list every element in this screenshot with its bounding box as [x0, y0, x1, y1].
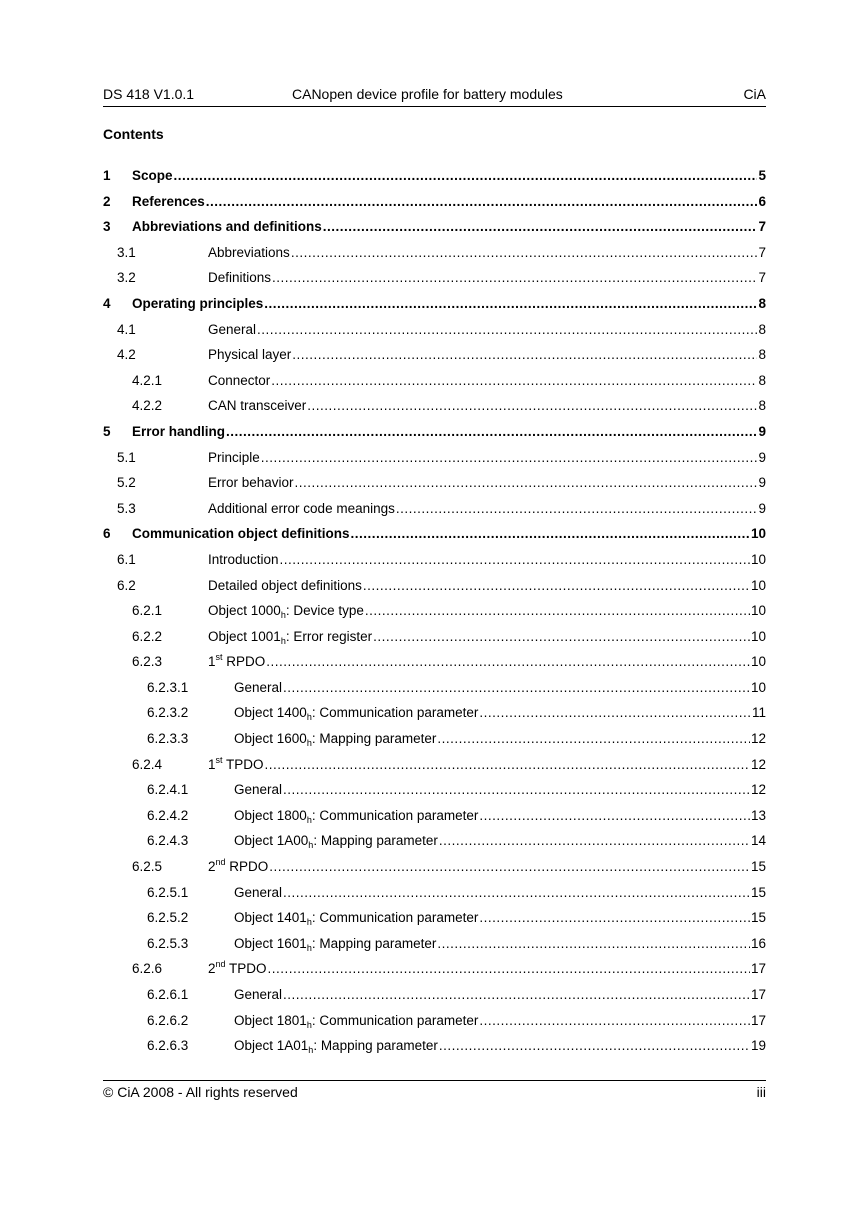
toc-entry-page: 15 — [750, 910, 766, 926]
toc-entry-title — [208, 624, 372, 650]
toc-entry-title-text: 2 — [208, 859, 216, 875]
toc-entry-title-text: RPDO — [225, 859, 269, 875]
toc-entry-link[interactable] — [234, 777, 766, 803]
toc-entry-page: 15 — [750, 859, 766, 875]
dot-leader — [323, 214, 758, 240]
dot-leader — [283, 880, 750, 906]
toc-entry-number: 6.2.2 — [132, 628, 163, 644]
dot-leader — [174, 163, 758, 189]
toc-entry-number: 6.2.5 — [132, 859, 163, 875]
toc-entry-title: Communication object definitions — [132, 526, 350, 542]
toc-entry-page: 6 — [758, 193, 766, 209]
dot-leader — [437, 931, 750, 957]
toc-entry-number: 4.1 — [117, 321, 136, 337]
toc-entry-title-text: 1 — [208, 654, 216, 670]
toc-entry-title — [234, 726, 436, 752]
toc-entry-title: Introduction — [208, 551, 279, 567]
toc-entry[interactable] — [103, 291, 766, 317]
dot-leader — [283, 675, 750, 701]
toc-entry-number: 6.2.6 — [132, 961, 163, 977]
toc-entry-page: 17 — [750, 987, 766, 1002]
dot-leader — [479, 700, 751, 726]
toc-entry-title-text: : Mapping parameter — [313, 833, 438, 849]
copyright-notice: © CiA 2008 - All rights reserved — [103, 1084, 298, 1100]
dot-leader — [439, 828, 750, 854]
toc-entry-title: Error behavior — [208, 475, 294, 491]
dot-leader — [271, 368, 757, 394]
toc-entry-title-text: : Mapping parameter — [311, 731, 437, 747]
page-number: iii — [756, 1084, 766, 1100]
toc-entry-number: 6.2.4 — [132, 756, 163, 772]
hex-subscript: h — [280, 610, 286, 621]
toc-entry-title — [234, 828, 438, 854]
toc-entry-page: 9 — [758, 449, 766, 465]
toc-entry[interactable] — [103, 265, 766, 291]
toc-entry-title: Detailed object definitions — [208, 577, 362, 593]
toc-entry-link[interactable] — [208, 368, 766, 394]
toc-entry-link[interactable] — [208, 342, 766, 368]
toc-entry-title: Principle — [208, 449, 260, 465]
dot-leader — [226, 419, 757, 445]
toc-entry-number: 6.2.5.3 — [147, 935, 189, 951]
toc-entry[interactable] — [103, 624, 766, 650]
toc-entry-number: 6.2.3.2 — [147, 705, 189, 721]
toc-entry-page: 10 — [750, 526, 766, 542]
toc-entry-link[interactable] — [208, 393, 766, 419]
dot-leader — [479, 1008, 750, 1034]
toc-entry-page: 19 — [750, 1038, 766, 1054]
toc-entry-title-text: TPDO — [222, 756, 264, 772]
toc-entry-number: 3 — [103, 219, 111, 235]
toc-entry[interactable] — [103, 317, 766, 343]
dot-leader — [437, 726, 750, 752]
toc-entry-link[interactable] — [234, 880, 766, 906]
toc-entry[interactable] — [103, 1033, 766, 1059]
dot-leader — [264, 291, 757, 317]
toc-entry-page: 17 — [750, 961, 766, 977]
toc-entry-page: 10 — [750, 603, 766, 619]
hex-subscript: h — [308, 1045, 314, 1056]
dot-leader — [373, 624, 750, 650]
toc-entry[interactable] — [103, 956, 766, 982]
toc-entry-link[interactable] — [132, 189, 766, 215]
toc-entry-number: 5.2 — [117, 475, 136, 491]
toc-entry-title-text: : Device type — [285, 603, 364, 619]
toc-entry-title-text: : Communication parameter — [311, 1012, 479, 1028]
dot-leader — [206, 189, 758, 215]
document-id: DS 418 V1.0.1 — [103, 86, 195, 102]
toc-entry-number: 6.2.3 — [132, 654, 163, 670]
toc-entry-title-text: Object 1A00 — [234, 833, 309, 849]
toc-entry-page: 14 — [750, 833, 766, 849]
dot-leader — [291, 240, 758, 266]
dot-leader — [365, 598, 750, 624]
toc-entry-title-text: TPDO — [225, 961, 267, 977]
toc-entry-link[interactable] — [234, 675, 766, 701]
toc-entry-link[interactable] — [132, 291, 766, 317]
toc-entry[interactable] — [103, 777, 766, 803]
contents-heading: Contents — [103, 126, 164, 142]
toc-entry-number: 6.2.6.1 — [147, 987, 189, 1002]
toc-entry-link[interactable] — [208, 265, 766, 291]
toc-entry-number: 6.2.3.3 — [147, 731, 189, 747]
dot-leader — [295, 470, 758, 496]
toc-entry-number: 6.2.5.2 — [147, 910, 189, 926]
toc-entry[interactable] — [103, 726, 766, 752]
toc-entry-title: Operating principles — [132, 295, 264, 311]
toc-entry[interactable] — [103, 828, 766, 854]
toc-entry-title — [208, 956, 267, 982]
toc-entry-title: General — [234, 679, 283, 695]
toc-entry-link[interactable] — [132, 163, 766, 189]
toc-entry-number: 2 — [103, 193, 111, 209]
hex-subscript: h — [306, 917, 312, 928]
toc-entry-title-text: : Error register — [285, 628, 373, 644]
toc-entry-title: Error handling — [132, 423, 226, 439]
toc-entry-title: Connector — [208, 372, 271, 388]
toc-entry-link[interactable] — [208, 470, 766, 496]
dot-leader — [266, 649, 750, 675]
toc-entry-title — [208, 598, 364, 624]
toc-entry-link[interactable] — [208, 649, 766, 675]
toc-entry[interactable] — [103, 521, 766, 547]
toc-entry-link[interactable] — [132, 521, 766, 547]
hex-subscript: h — [306, 1019, 312, 1030]
table-of-contents — [103, 163, 766, 1059]
ordinal-superscript: nd — [215, 857, 226, 868]
toc-entry-page: 10 — [750, 577, 766, 593]
toc-entry-title-text: : Communication parameter — [311, 705, 479, 721]
toc-entry-title: Additional error code meanings — [208, 500, 395, 516]
toc-entry-number: 6.2.4.1 — [147, 782, 189, 798]
toc-entry[interactable] — [103, 214, 766, 240]
toc-entry[interactable] — [103, 880, 766, 906]
toc-entry-title — [234, 1033, 438, 1059]
toc-entry-link[interactable] — [234, 905, 766, 931]
toc-entry-number: 6.2.5.1 — [147, 884, 189, 900]
toc-entry-page: 8 — [758, 372, 766, 388]
toc-entry-title: Abbreviations and definitions — [132, 219, 322, 235]
toc-entry-title: General — [208, 321, 257, 337]
toc-entry-page: 7 — [758, 270, 766, 286]
toc-entry-title-text: Object 1801 — [234, 1012, 307, 1028]
toc-entry[interactable] — [103, 470, 766, 496]
toc-entry-title: References — [132, 193, 205, 209]
toc-entry[interactable] — [103, 163, 766, 189]
toc-entry-title — [234, 905, 478, 931]
toc-entry-page: 17 — [750, 1012, 766, 1028]
toc-entry-page: 10 — [750, 628, 766, 644]
toc-entry-title-text: Object 1A01 — [234, 1038, 309, 1054]
toc-entry-link[interactable] — [208, 598, 766, 624]
toc-entry-link[interactable] — [208, 573, 766, 599]
page-footer — [103, 1080, 766, 1101]
toc-entry-number: 6.2.6.3 — [147, 1038, 189, 1054]
toc-entry-title-text: : Communication parameter — [311, 910, 479, 926]
toc-entry[interactable] — [103, 752, 766, 778]
toc-entry-number: 6.1 — [117, 551, 136, 567]
toc-entry[interactable] — [103, 547, 766, 573]
toc-entry-title-text: : Mapping parameter — [313, 1038, 438, 1054]
toc-entry-title — [208, 649, 265, 675]
hex-subscript: h — [306, 942, 312, 953]
toc-entry-title-text: Object 1800 — [234, 807, 307, 823]
toc-entry-link[interactable] — [132, 214, 766, 240]
toc-entry-link[interactable] — [208, 624, 766, 650]
toc-entry-title-text: RPDO — [222, 654, 266, 670]
organization: CiA — [743, 86, 766, 102]
toc-entry-number: 5 — [103, 423, 111, 439]
toc-entry-number: 4.2 — [117, 347, 136, 363]
toc-entry-number: 6 — [103, 526, 111, 542]
toc-entry-title-text: Object 1001 — [208, 628, 281, 644]
toc-entry-title: Abbreviations — [208, 244, 290, 260]
toc-entry-title — [208, 854, 268, 880]
toc-entry-link[interactable] — [234, 931, 766, 957]
dot-leader — [396, 496, 758, 522]
toc-entry[interactable] — [103, 419, 766, 445]
dot-leader — [257, 317, 757, 343]
toc-entry-title: CAN transceiver — [208, 398, 307, 414]
toc-entry-link[interactable] — [234, 982, 766, 1008]
toc-entry-number: 4.2.2 — [132, 398, 163, 414]
toc-entry-number: 4 — [103, 295, 111, 311]
dot-leader — [479, 803, 750, 829]
toc-entry-page: 10 — [750, 679, 766, 695]
toc-entry[interactable] — [103, 905, 766, 931]
toc-entry-link[interactable] — [208, 547, 766, 573]
toc-entry-link[interactable] — [132, 419, 766, 445]
toc-entry-page: 8 — [758, 295, 766, 311]
toc-entry-link[interactable] — [234, 700, 766, 726]
document-title: CANopen device profile for battery modules — [292, 86, 563, 102]
toc-entry[interactable] — [103, 496, 766, 522]
toc-entry-page: 12 — [750, 731, 766, 747]
hex-subscript: h — [280, 635, 286, 646]
toc-entry[interactable] — [103, 649, 766, 675]
dot-leader — [268, 956, 750, 982]
toc-entry-number: 4.2.1 — [132, 372, 163, 388]
toc-entry-page: 7 — [758, 219, 766, 235]
toc-entry-link[interactable] — [208, 956, 766, 982]
dot-leader — [292, 342, 757, 368]
dot-leader — [283, 982, 750, 1008]
ordinal-superscript: st — [215, 652, 223, 663]
toc-entry-page: 7 — [758, 244, 766, 260]
dot-leader — [363, 573, 750, 599]
dot-leader — [307, 393, 757, 419]
toc-entry-number: 6.2 — [117, 577, 136, 593]
toc-entry[interactable] — [103, 368, 766, 394]
toc-entry-page: 8 — [758, 347, 766, 363]
toc-entry-number: 5.3 — [117, 500, 136, 516]
toc-entry-link[interactable] — [208, 496, 766, 522]
toc-entry[interactable] — [103, 393, 766, 419]
toc-entry-page: 15 — [750, 884, 766, 900]
dot-leader — [439, 1033, 750, 1059]
toc-entry-title: Definitions — [208, 270, 272, 286]
toc-entry-link[interactable] — [208, 752, 766, 778]
dot-leader — [265, 752, 750, 778]
toc-entry-link[interactable] — [208, 317, 766, 343]
ordinal-superscript: st — [215, 754, 223, 765]
toc-entry[interactable] — [103, 803, 766, 829]
toc-entry-title — [234, 803, 478, 829]
hex-subscript: h — [306, 738, 312, 749]
toc-entry[interactable] — [103, 675, 766, 701]
toc-entry-page: 8 — [758, 398, 766, 414]
dot-leader — [261, 445, 758, 471]
page-header — [103, 86, 766, 107]
hex-subscript: h — [306, 712, 312, 723]
ordinal-superscript: nd — [215, 959, 226, 970]
toc-entry-title-text: : Mapping parameter — [311, 935, 437, 951]
toc-entry[interactable] — [103, 854, 766, 880]
toc-entry[interactable] — [103, 931, 766, 957]
toc-entry-number: 6.2.1 — [132, 603, 163, 619]
toc-entry-title: Physical layer — [208, 347, 292, 363]
toc-entry-number: 6.2.3.1 — [147, 679, 189, 695]
toc-entry[interactable] — [103, 573, 766, 599]
toc-entry-title — [234, 1008, 478, 1034]
toc-entry-link[interactable] — [234, 803, 766, 829]
toc-entry-page: 5 — [758, 168, 766, 183]
toc-entry-link[interactable] — [234, 1008, 766, 1034]
toc-entry[interactable] — [103, 700, 766, 726]
toc-entry-page: 12 — [750, 756, 766, 772]
dot-leader — [269, 854, 750, 880]
toc-entry-title — [234, 931, 436, 957]
toc-entry[interactable] — [103, 982, 766, 1008]
toc-entry-number: 6.2.6.2 — [147, 1012, 189, 1028]
toc-entry-number: 5.1 — [117, 449, 136, 465]
toc-entry-title-text: 2 — [208, 961, 216, 977]
toc-entry-title: General — [234, 782, 283, 798]
toc-entry-page: 9 — [758, 423, 766, 439]
toc-entry-title-text: 1 — [208, 756, 216, 772]
toc-entry-number: 3.1 — [117, 244, 136, 260]
toc-entry-title — [234, 700, 478, 726]
toc-entry-page: 13 — [750, 807, 766, 823]
toc-entry-title-text: Object 1400 — [234, 705, 307, 721]
dot-leader — [280, 547, 750, 573]
toc-entry-link[interactable] — [234, 828, 766, 854]
toc-entry-title-text: Object 1401 — [234, 910, 307, 926]
toc-entry-title-text: Object 1601 — [234, 935, 307, 951]
toc-entry-page: 11 — [751, 705, 766, 721]
toc-entry[interactable] — [103, 445, 766, 471]
toc-entry-number: 6.2.4.3 — [147, 833, 189, 849]
toc-entry-link[interactable] — [234, 1033, 766, 1059]
dot-leader — [479, 905, 750, 931]
toc-entry-link[interactable] — [234, 726, 766, 752]
dot-leader — [272, 265, 757, 291]
toc-entry-page: 8 — [758, 321, 766, 337]
toc-entry-title-text: Object 1600 — [234, 731, 307, 747]
hex-subscript: h — [308, 840, 314, 851]
toc-entry[interactable] — [103, 240, 766, 266]
toc-entry-link[interactable] — [208, 240, 766, 266]
toc-entry-number: 3.2 — [117, 270, 136, 286]
toc-entry-page: 10 — [750, 654, 766, 670]
toc-entry-title-text: Object 1000 — [208, 603, 281, 619]
toc-entry-title: General — [234, 987, 283, 1002]
hex-subscript: h — [306, 814, 312, 825]
toc-entry[interactable] — [103, 1008, 766, 1034]
toc-entry-number: 1 — [103, 168, 111, 183]
toc-entry-link[interactable] — [208, 445, 766, 471]
toc-entry-number: 6.2.4.2 — [147, 807, 189, 823]
toc-entry-page: 10 — [750, 551, 766, 567]
toc-entry[interactable] — [103, 598, 766, 624]
toc-entry-title — [208, 752, 264, 778]
toc-entry-page: 9 — [758, 475, 766, 491]
toc-entry-title: Scope — [132, 168, 173, 183]
toc-entry-title-text: : Communication parameter — [311, 807, 479, 823]
toc-entry-page: 16 — [750, 935, 766, 951]
toc-entry-link[interactable] — [208, 854, 766, 880]
toc-entry[interactable] — [103, 189, 766, 215]
toc-entry-title: General — [234, 884, 283, 900]
toc-entry-page: 9 — [758, 500, 766, 516]
toc-entry[interactable] — [103, 342, 766, 368]
dot-leader — [283, 777, 750, 803]
dot-leader — [351, 521, 750, 547]
toc-entry-page: 12 — [750, 782, 766, 798]
